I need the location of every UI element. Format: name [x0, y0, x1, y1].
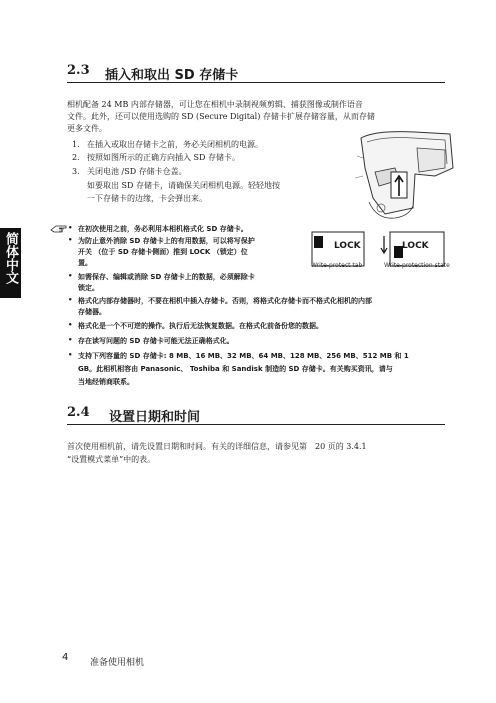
section-number: 2.4 [67, 405, 90, 420]
step-number: 3. [72, 167, 80, 176]
note-line: 为防止意外消除 SD 存储卡上的有用数据，可以将写保护 [78, 237, 255, 245]
note-line: 存在读写问题的 SD 存储卡可能无法正确格式化。 [78, 337, 234, 345]
remove-note-line: 一下存储卡的边缘，卡会弹出来。 [87, 194, 207, 203]
lock-label: LOCK [402, 241, 429, 251]
bullet: • [68, 224, 73, 232]
body-line: 首次使用相机前，请先设置日期和时间。有关的详细信息，请参见第 20 页的 3.4.1 [67, 442, 367, 451]
bullet: • [68, 351, 73, 359]
bullet: • [68, 321, 73, 329]
section-title: 插入和取出 SD 存储卡 [105, 68, 239, 83]
sd-card-insert-illustration [355, 128, 455, 222]
note-line: GB。此相机相容由 Panasonic、 Toshiba 和 Sandisk 制造的 SD 存储卡。有关购买资讯，请与 [78, 365, 393, 373]
section-divider [67, 424, 445, 425]
intro-line: 更多文件。 [67, 124, 107, 133]
section-title: 设置日期和时间 [109, 410, 201, 425]
step-number: 1. [72, 140, 80, 149]
section-number: 2.3 [67, 63, 90, 78]
intro-line: 相机配备 24 MB 内部存储器，可让您在相机中录制视频剪辑、捕获图像或制作语音 [67, 100, 363, 109]
note-line: 支持下列容量的 SD 存储卡: 8 MB、16 MB、32 MB、64 MB、128 MB、256 MB、512 MB 和 1 [78, 352, 409, 360]
side-tab-label: 简体中文 [3, 232, 18, 284]
note-hand-icon [50, 224, 68, 234]
note-line: 开关 （位于 SD 存储卡侧面）推到 LOCK （锁定）位 [78, 248, 248, 256]
lock-label: LOCK [334, 241, 361, 251]
note-line: 置。 [78, 259, 92, 267]
body-line: “设置模式菜单”中的表。 [67, 455, 156, 464]
page-number: 4 [62, 652, 69, 663]
note-line: 存储器。 [78, 308, 106, 316]
write-protection-state-caption: Write-protection state [384, 262, 450, 269]
step-number: 2. [72, 153, 80, 162]
bullet: • [68, 296, 73, 304]
note-line: 格式化是一个不可逆的操作。执行后无法恢复数据。在格式化前备份您的数据。 [78, 322, 323, 330]
note-line: 在初次使用之前，务必利用本相机格式化 SD 存储卡。 [78, 225, 248, 233]
remove-note-line: 如要取出 SD 存储卡，请确保关闭相机电源。轻轻地按 [87, 181, 280, 190]
footer-label: 准备使用相机 [90, 658, 145, 668]
bullet: • [68, 336, 73, 344]
note-line: 当地经销商联系。 [78, 378, 134, 386]
step-text: 按照如图所示的正确方向插入 SD 存储卡。 [87, 153, 240, 162]
bullet: • [68, 272, 73, 280]
step-text: 在插入或取出存储卡之前，务必关闭相机的电源。 [87, 140, 263, 149]
bullet: • [68, 236, 73, 244]
write-protect-tab-caption: Write-protect tab [311, 262, 363, 269]
language-side-tab [0, 228, 21, 298]
note-line: 如需保存、编辑或消除 SD 存储卡上的数据，必须解除卡 [78, 273, 255, 281]
section-divider [67, 82, 445, 83]
note-line: 格式化内部存储器时，不要在相机中插入存储卡。否则，将格式化存储卡而不格式化相机的内部 [78, 297, 372, 305]
note-line: 锁定。 [78, 284, 99, 292]
intro-line: 文件。此外，还可以使用选购的 SD (Secure Digital) 存储卡扩展存储容量，从而存储 [67, 112, 375, 121]
step-text: 关闭电池 /SD 存储卡仓盖。 [87, 167, 187, 176]
